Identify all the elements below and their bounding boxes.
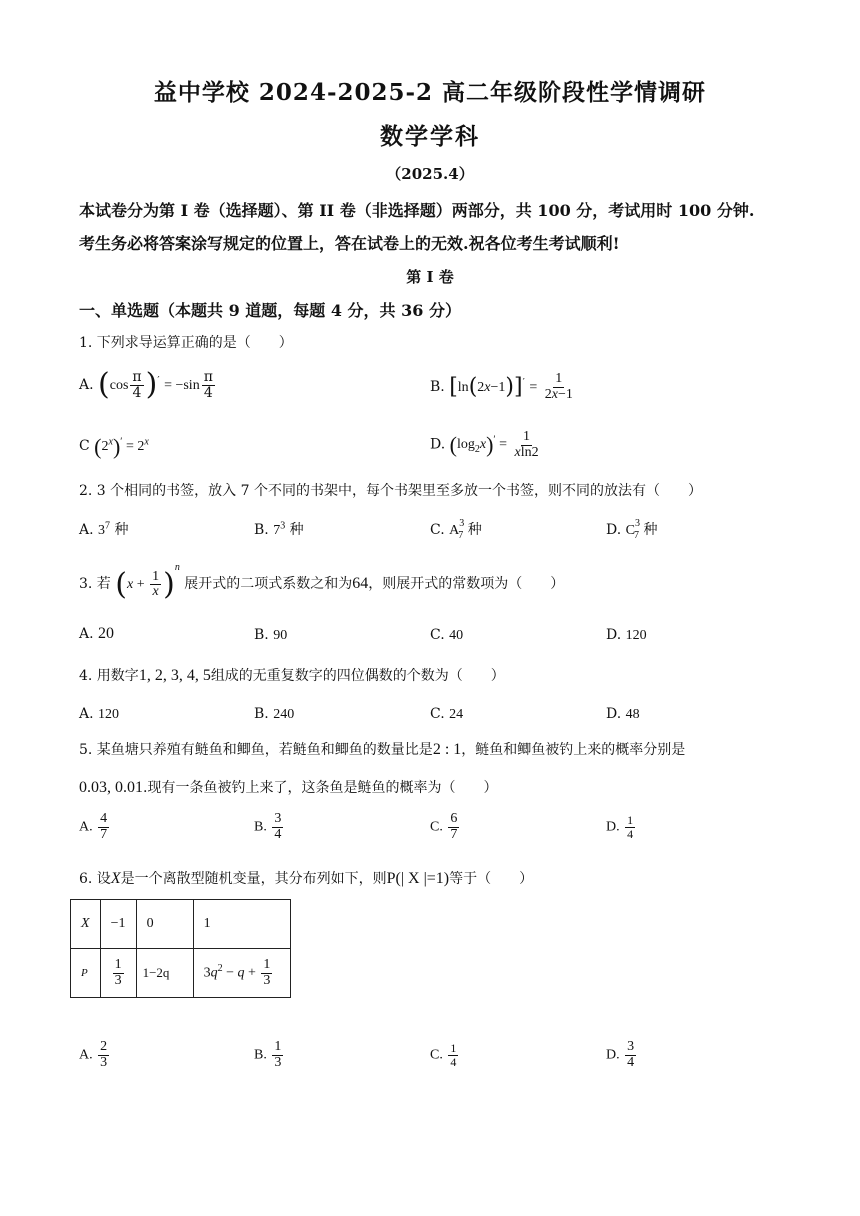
- question-3-stem: [79, 562, 564, 600]
- option-unit: 种: [643, 522, 658, 538]
- stem-text: 等于（ ）: [449, 871, 534, 887]
- question-5-option-d[interactable]: [606, 814, 637, 840]
- option-fraction: $\frac{3}{4}$: [274, 811, 282, 842]
- option-fraction: $\frac{1}{3}$: [274, 1039, 282, 1070]
- question-2-option-a[interactable]: [79, 519, 128, 539]
- option-fraction: $\frac{6}{7}$: [450, 811, 458, 842]
- stem-text: 是一个离散型随机变量，其分布列如下，则: [120, 871, 387, 887]
- option-label: A.: [79, 706, 94, 722]
- exam-subject: 数学学科: [380, 123, 480, 150]
- stem-text: ，鲢鱼和鲫鱼被钓上来的概率分别是: [461, 742, 686, 758]
- table-cell: $\frac{1}{3}$: [100, 949, 136, 998]
- option-d-formula: $C^3_7$: [625, 518, 640, 541]
- option-c-formula: $A^3_7$: [449, 518, 465, 541]
- distribution-table: [70, 899, 291, 998]
- option-label: B.: [254, 1047, 267, 1063]
- option-label: B.: [254, 706, 269, 722]
- option-fraction: $\frac{2}{3}$: [100, 1039, 108, 1070]
- option-text: 120: [625, 628, 647, 643]
- question-4-option-b[interactable]: [254, 706, 294, 723]
- question-1-stem: 1. 下列求导运算正确的是（ ）: [79, 335, 293, 351]
- stem-text: 3. 若: [79, 576, 111, 592]
- question-5-option-a[interactable]: [79, 812, 111, 842]
- table-cell: 1: [193, 900, 290, 949]
- option-text: 90: [273, 628, 288, 643]
- question-3-option-a[interactable]: [79, 625, 114, 643]
- question-4-option-c[interactable]: [430, 706, 463, 723]
- stem-values: 0.03, 0.01: [79, 779, 143, 796]
- option-text: 120: [98, 707, 120, 722]
- question-2-option-b[interactable]: [254, 519, 304, 539]
- exam-date: （2025.4）: [386, 165, 474, 183]
- option-text: 48: [625, 707, 640, 722]
- question-2-option-c[interactable]: [430, 519, 482, 541]
- question-4-stem: [79, 665, 505, 685]
- question-3-option-d[interactable]: [606, 627, 647, 644]
- question-2-stem: 2. 3 个相同的书签，放入 7 个不同的书架中，每个书架里至多放一个书签，则不同的放法有（ ）: [79, 483, 702, 499]
- option-unit: 种: [289, 522, 304, 538]
- intro-line-1: 本试卷分为第 I 卷（选择题）、第 II 卷（非选择题）两部分，共 100 分，考试用时 100 分钟.: [79, 201, 755, 220]
- question-1-option-b[interactable]: [430, 372, 577, 402]
- option-b-formula: $7^3$: [273, 520, 286, 538]
- table-cell: −1: [100, 900, 136, 949]
- stem-text: 展开式的二项式系数之和为: [184, 576, 353, 592]
- option-c-formula: $(2^x)' = 2^x$: [94, 434, 149, 459]
- option-a-formula: (cos $\frac{\pi}{4}$ )′ = −sin $\frac{\pi}{4}$: [98, 367, 213, 403]
- option-fraction: $\frac{3}{4}$: [627, 1039, 635, 1070]
- option-label: C.: [430, 522, 445, 538]
- option-label: C.: [430, 1047, 443, 1063]
- question-5-option-c[interactable]: [430, 812, 461, 842]
- option-label: A.: [79, 626, 94, 642]
- option-label: A.: [79, 819, 93, 835]
- option-unit: 种: [114, 522, 129, 538]
- question-6-stem: [79, 868, 533, 888]
- table-cell: X: [71, 900, 101, 949]
- option-label: C: [79, 438, 90, 455]
- question-6-option-d[interactable]: [606, 1040, 638, 1070]
- option-text: 24: [449, 707, 464, 722]
- stem-digits: 1, 2, 3, 4, 5: [138, 667, 211, 684]
- table-cell: P: [71, 949, 101, 998]
- table-cell: $3q^2 - q$ + $\frac{1}{3}$: [193, 949, 290, 998]
- option-text: 240: [273, 707, 295, 722]
- option-label: C.: [430, 819, 443, 835]
- question-4-option-d[interactable]: [606, 706, 640, 723]
- stem-text: ，则展开式的常数项为（ ）: [368, 576, 565, 592]
- question-3-option-c[interactable]: [430, 627, 463, 644]
- stem-text: 4. 用数字: [79, 668, 139, 684]
- option-fraction: $\frac{1}{4}$: [450, 1041, 457, 1069]
- stem-ratio: 2 : 1: [432, 741, 462, 758]
- option-label: D.: [606, 1047, 620, 1063]
- stem-text: 组成的无重复数字的四位偶数的个数为（ ）: [210, 668, 505, 684]
- option-label: C.: [430, 706, 445, 722]
- part-title: 第 I 卷: [406, 268, 454, 286]
- question-6-option-c[interactable]: [430, 1042, 460, 1068]
- option-label: D.: [606, 522, 622, 538]
- option-d-formula: $(\log_2x)'$ = $\frac{1}{xln2}$: [449, 429, 539, 460]
- option-text: 40: [449, 628, 464, 643]
- option-label: B.: [254, 819, 267, 835]
- option-label: D.: [606, 627, 622, 643]
- option-label: B.: [254, 522, 269, 538]
- question-6-option-a[interactable]: [79, 1040, 111, 1070]
- question-3-binomial: (x + $\frac{1}{x}$ )$^n$: [115, 562, 180, 602]
- section-title: 一、单选题（本题共 9 道题，每题 4 分，共 36 分）: [79, 301, 461, 320]
- table-cell: 1−2q: [136, 949, 193, 998]
- question-5-option-b[interactable]: [254, 812, 285, 842]
- option-label: D.: [606, 706, 622, 722]
- option-label: D.: [606, 819, 620, 835]
- stem-text: .现有一条鱼被钓上来了，这条鱼是鲢鱼的概率为（ ）: [143, 780, 498, 796]
- table-cell: 0: [136, 900, 193, 949]
- question-1-option-d[interactable]: [430, 430, 543, 460]
- table-row: [71, 949, 291, 998]
- stem-expression: P(| X |=1): [386, 870, 450, 887]
- option-label: A.: [79, 1047, 93, 1063]
- table-row: [71, 900, 291, 949]
- question-1-option-c[interactable]: [79, 434, 149, 460]
- stem-variable: X: [110, 870, 121, 887]
- stem-text: 6. 设: [79, 871, 111, 887]
- stem-value: 64: [352, 575, 369, 592]
- intro-line-2: 考生务必将答案涂写规定的位置上，答在试卷上的无效.祝各位考生考试顺利!: [79, 234, 620, 253]
- option-unit: 种: [467, 522, 482, 538]
- exam-title: 益中学校 2024-2025-2 高二年级阶段性学情调研: [153, 79, 707, 106]
- option-fraction: $\frac{1}{4}$: [627, 813, 634, 841]
- option-a-formula: $3^7$: [98, 520, 111, 538]
- stem-text: 5. 某鱼塘只养殖有鲢鱼和鲫鱼，若鲢鱼和鲫鱼的数量比是: [79, 742, 433, 758]
- option-text: 20: [98, 625, 115, 642]
- question-5-stem-line-2: [79, 777, 497, 797]
- option-label: C.: [430, 627, 445, 643]
- question-6-option-b[interactable]: [254, 1040, 285, 1070]
- option-label: B.: [430, 379, 445, 396]
- question-5-stem-line-1: [79, 739, 685, 759]
- question-1-option-a[interactable]: [79, 367, 217, 403]
- option-b-formula: [ln(2x−1)]′ = $\frac{1}{2x-1}$: [449, 371, 573, 402]
- question-4-option-a[interactable]: [79, 706, 119, 723]
- option-label: A.: [79, 377, 94, 394]
- question-2-option-d[interactable]: [606, 519, 657, 541]
- question-3-option-b[interactable]: [254, 627, 287, 644]
- option-fraction: $\frac{4}{7}$: [100, 811, 108, 842]
- option-label: A.: [79, 522, 94, 538]
- option-label: B.: [254, 627, 269, 643]
- option-label: D.: [430, 436, 446, 453]
